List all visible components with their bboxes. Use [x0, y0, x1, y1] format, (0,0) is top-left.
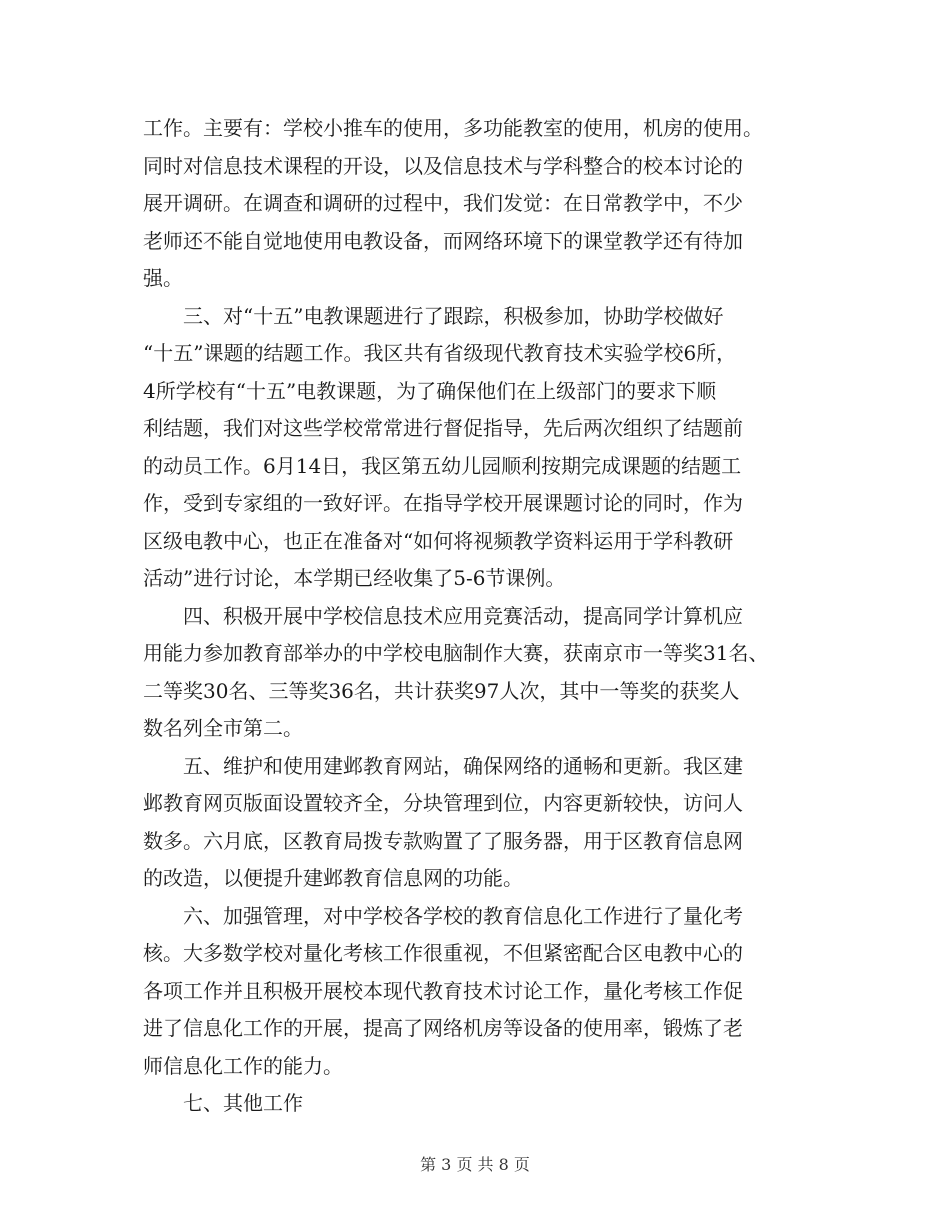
- text-line: 作，受到专家组的一致好评。在指导学校开展课题讨论的同时，作为: [143, 491, 743, 515]
- document-body: [143, 110, 815, 1123]
- text-line: 老师还不能自觉地使用电教设备，而网络环境下的课堂教学还有待加: [143, 228, 743, 253]
- text-line: 利结题，我们对这些学校常常进行督促指导，先后两次组织了结题前: [143, 416, 743, 440]
- text-line: 进了信息化工作的开展，提高了网络机房等设备的使用率，锻炼了老: [143, 1016, 743, 1040]
- text-line: 活动”进行讨论，本学期已经收集了5-6节课例。: [143, 566, 566, 590]
- text-line: 邺教育网页版面设置较齐全，分块管理到位，内容更新较快，访问人: [143, 791, 743, 815]
- text-line: 各项工作并且积极开展校本现代教育技术讨论工作，量化考核工作促: [143, 978, 743, 1003]
- section-3-heading-line: 三、对“十五”电教课题进行了跟踪，积极参加，协助学校做好: [143, 303, 724, 328]
- text-line: “十五”课题的结题工作。我区共有省级现代教育技术实验学校6所，: [143, 341, 737, 365]
- text-line: 同时对信息技术课程的开设，以及信息技术与学科整合的校本讨论的: [143, 153, 743, 178]
- text-line: 数多。六月底，区教育局拨专款购置了了服务器，用于区教育信息网: [143, 828, 743, 853]
- section-6-heading-line: 六、加强管理，对中学校各学校的教育信息化工作进行了量化考: [143, 903, 743, 928]
- text-line: 用能力参加教育部举办的中学校电脑制作大赛，获南京市一等奖31名、: [143, 641, 769, 665]
- section-7-heading-line: 七、其他工作: [143, 1091, 303, 1115]
- footer-prefix: 第: [420, 1155, 437, 1174]
- text-line: 强。: [143, 266, 183, 290]
- footer-suffix: 页: [513, 1155, 530, 1174]
- text-line: 的动员工作。6月14日，我区第五幼儿园顺利按期完成课题的结题工: [143, 453, 742, 478]
- text-line: 师信息化工作的能力。: [143, 1053, 343, 1078]
- text-line: 区级电教中心，也正在准备对“如何将视频教学资料运用于学科教研: [143, 528, 734, 553]
- text-line: 工作。主要有：学校小推车的使用，多功能教室的使用，机房的使用。: [143, 116, 763, 140]
- text-line: 数名列全市第二。: [143, 716, 303, 740]
- text-line: 核。大多数学校对量化考核工作很重视，不但紧密配合区电教中心的: [143, 941, 743, 965]
- section-4-heading-line: 四、积极开展中学校信息技术应用竞赛活动，提高同学计算机应: [143, 603, 743, 628]
- text-line: 二等奖30名、三等奖36名，共计获奖97人次，其中一等奖的获奖人: [143, 678, 740, 703]
- footer-middle: 页 共: [456, 1155, 494, 1174]
- text-line: 展开调研。在调查和调研的过程中，我们发觉：在日常教学中，不少: [143, 191, 743, 215]
- total-pages-number: 8: [498, 1155, 509, 1174]
- section-5-heading-line: 五、维护和使用建邺教育网站，确保网络的通畅和更新。我区建: [143, 753, 743, 778]
- page-footer: [0, 1152, 950, 1175]
- text-line: 的改造，以便提升建邺教育信息网的功能。: [143, 866, 523, 890]
- text-line: 4所学校有“十五”电教课题，为了确保他们在上级部门的要求下顺: [143, 378, 717, 403]
- current-page-number: 3: [441, 1155, 452, 1174]
